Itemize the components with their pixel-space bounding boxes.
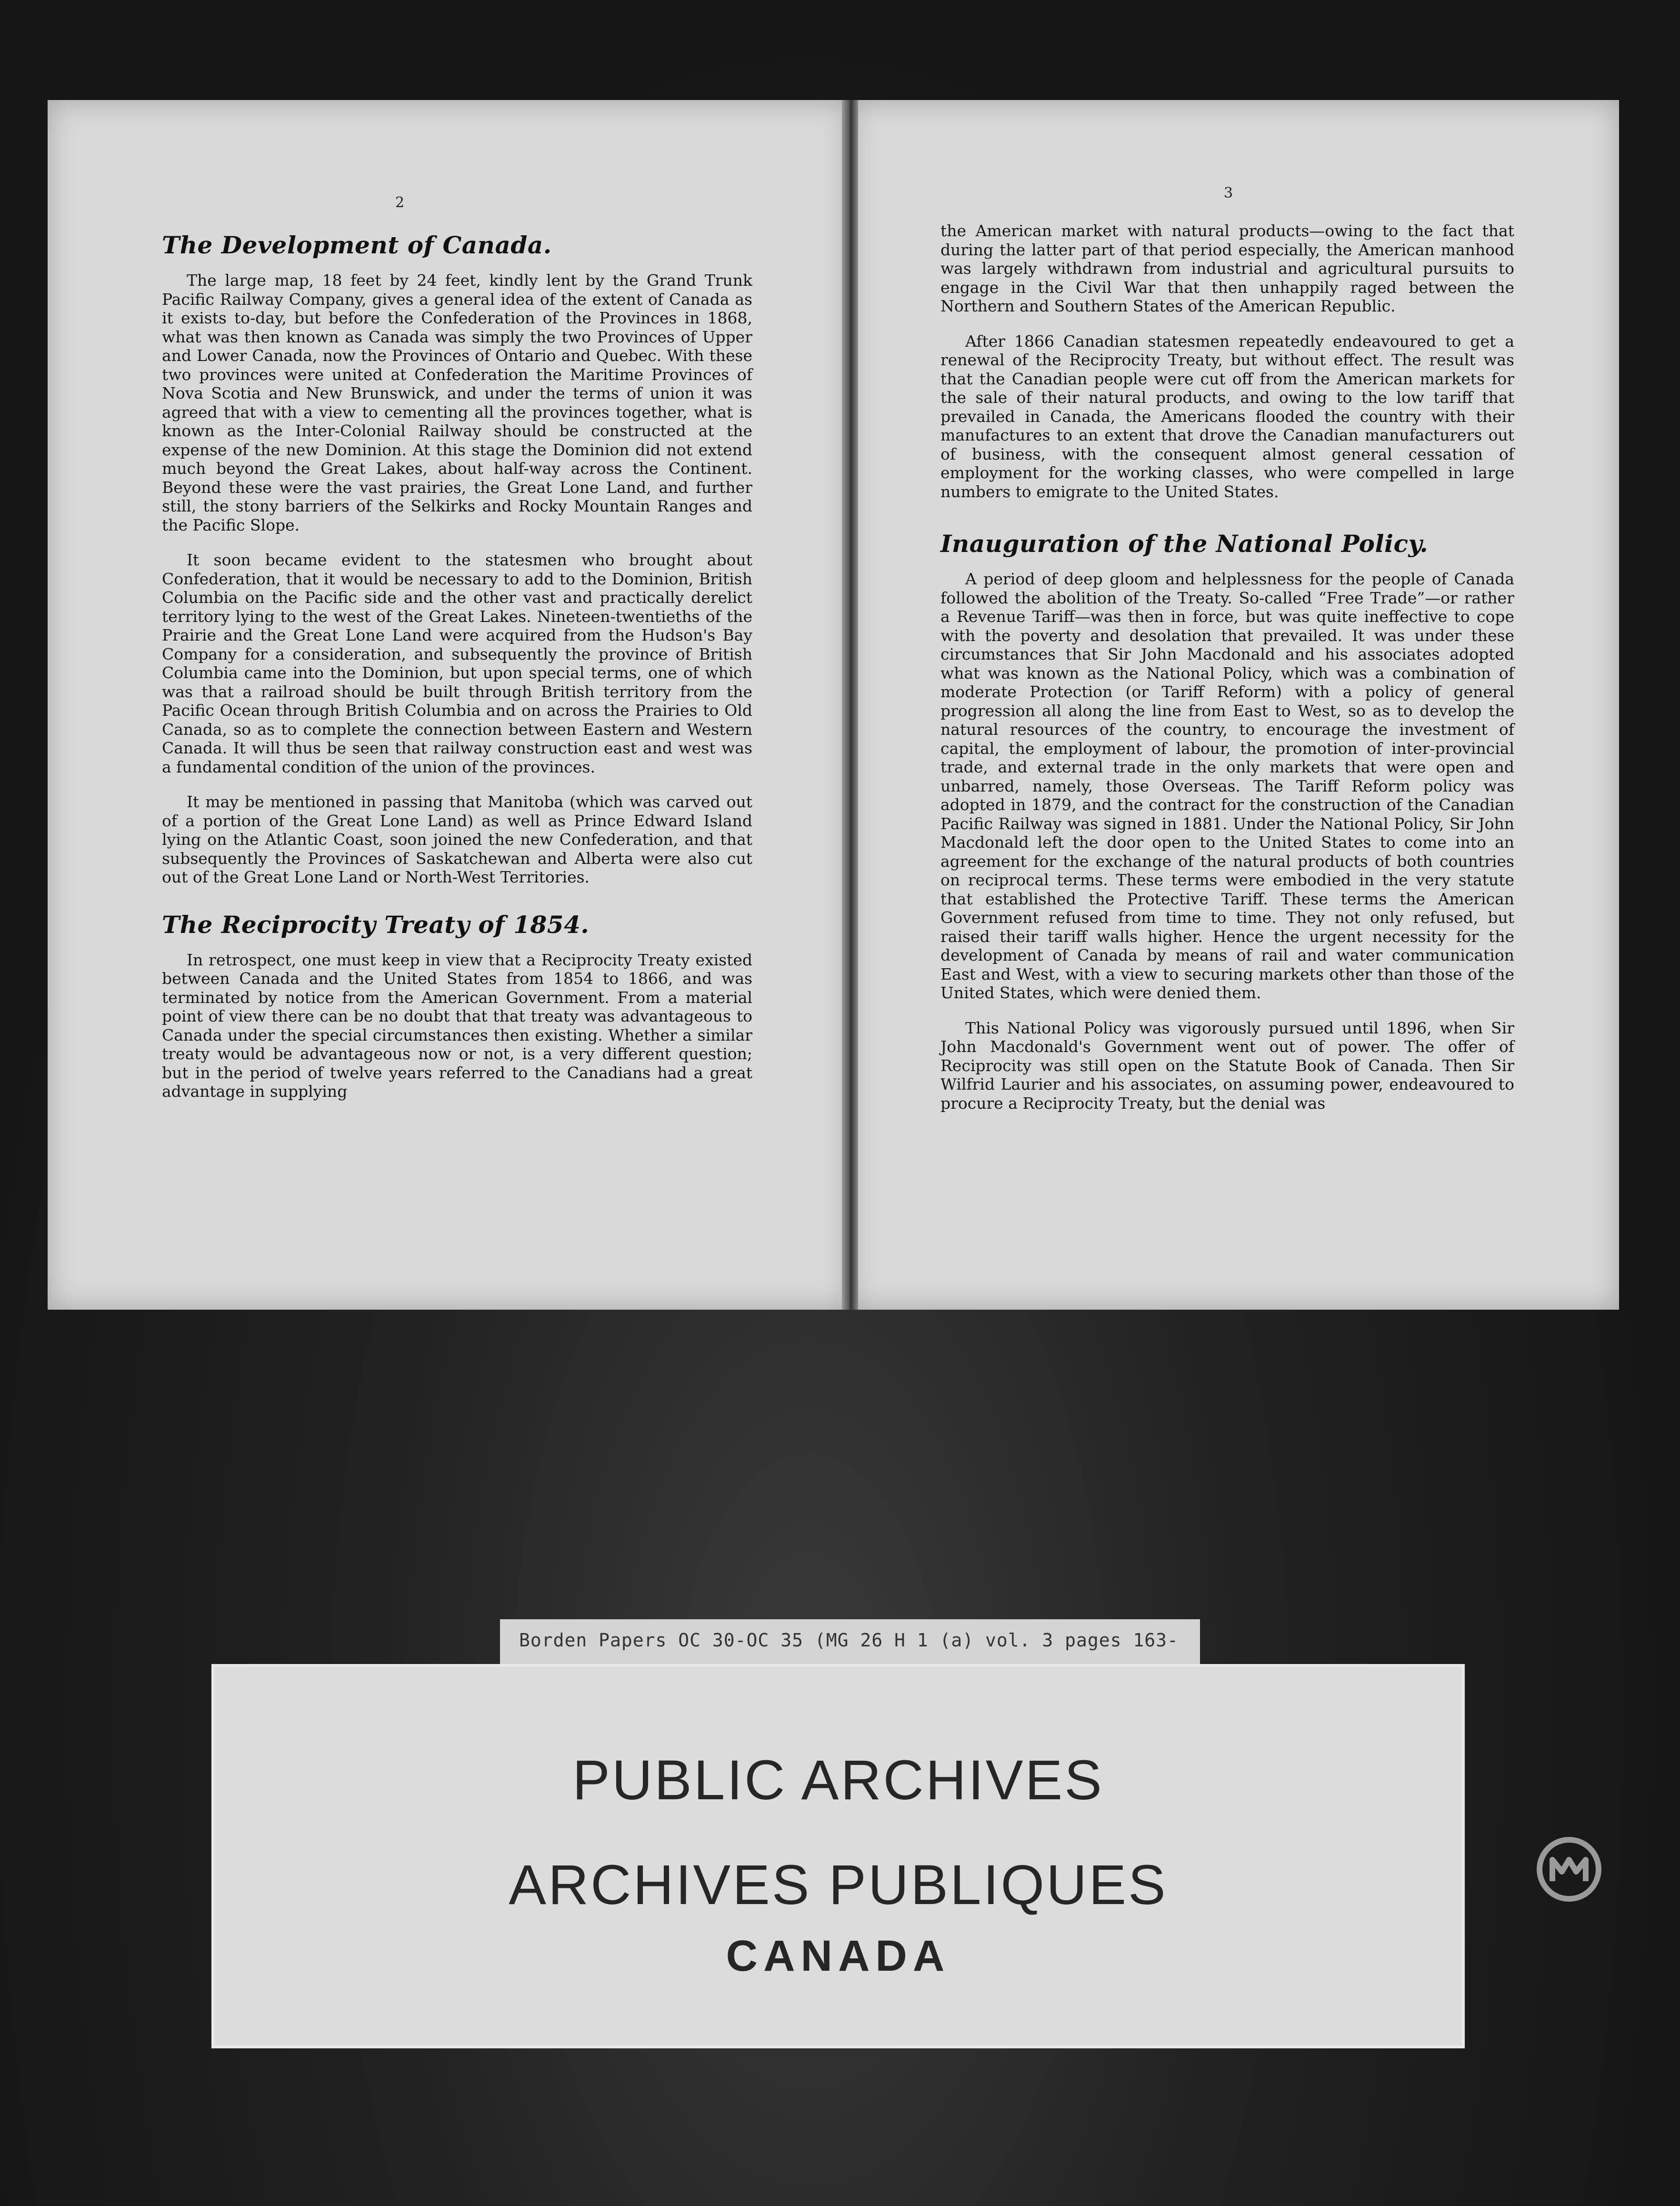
paragraph: This National Policy was vigorously pursued until 1896, when Sir John Macdonald's Government went out of power. The offer of Reciprocity was still open on the Statute Book of Canada. Then Sir Wilfrid Laurier and his associates, on assuming power, endeavoured to procure a Reciprocity Treaty, but the denial was	[940, 1018, 1514, 1113]
card-line-archives-publiques: ARCHIVES PUBLIQUES	[509, 1854, 1168, 1916]
paragraph: After 1866 Canadian statesmen repeatedly endeavoured to get a renewal of the Reciprocity Treaty, but without effect. The result was that the Canadian people were cut off from the American markets for the sale of their natural products, and owing to the low tariff that prevailed in Canada, the Americans flooded the country with their manufactures to an extent that drove the Canadian manufacturers out of business, with the consequent almost general cessation of employment for the working classes, who were compelled in large numbers to emigrate to the United States.	[940, 331, 1514, 501]
paragraph: In retrospect, one must keep in view that a Reciprocity Treaty existed between Canada and the United States from 1854 to 1866, and was terminated by notice from the American Government. From a material point of view there can be no doubt that that treaty was advantageous to Canada under the special circumstances then existing. Whether a similar treaty would be advantageous now or not, is a very different question; but in the period of twelve years referred to the Canadians had a great advantage in supplying	[162, 950, 752, 1101]
card-line-canada: CANADA	[726, 1932, 950, 1980]
book-gutter	[842, 100, 858, 1310]
heading-national-policy: Inauguration of the National Policy.	[940, 530, 1429, 558]
paragraph: the American market with natural products—owing to the fact that during the latter part of that period especially, the American manhood was largely withdrawn from industrial and agricultural pursuits to engage in the Civil War that then unhappily raged between the Northern and Southern States of the American Republic.	[940, 221, 1514, 315]
left-page-text	[162, 188, 752, 1117]
paragraph: The large map, 18 feet by 24 feet, kindly lent by the Grand Trunk Pacific Railway Company, gives a general idea of the extent of Canada as it exists to-day, but before the Confederation of the Provinces in 1868, what was then known as Canada was simply the two Provinces of Upper and Lower Canada, now the Provinces of Ontario and Quebec. With these two provinces were united at Confederation the Maritime Provinces of Nova Scotia and New Brunswick, and under the terms of union it was agreed that with a view to cementing all the provinces together, what is known as the Inter-Colonial Railway should be constructed at the expense of the new Dominion. At this stage the Dominion did not extend much beyond the Great Lakes, about half-way across the Continent. Beyond these were the vast prairies, the Great Lone Land, and further still, the stony barriers of the Selkirks and Rocky Mountain Ranges and the Pacific Slope.	[162, 271, 752, 534]
heading-development-of-canada: The Development of Canada.	[162, 231, 552, 259]
microfilm-logo-icon	[1533, 1834, 1605, 1905]
paragraph: It soon became evident to the statesmen who brought about Confederation, that it would be necessary to add to the Dominion, British Columbia on the Pacific side and the other vast and practically derelict territory lying to the west of the Great Lakes. Nineteen-twentieths of the Prairie and the Great Lone Land were acquired from the Hudson's Bay Company for a consideration, and subsequently the province of British Columbia came into the Dominion, but upon special terms, one of which was that a railroad should be built through British territory from the Pacific Ocean through British Columbia and on across the Prairies to Old Canada, so as to complete the connection between Eastern and Western Canada. It will thus be seen that railway construction east and west was a fundamental condition of the union of the provinces.	[162, 551, 752, 776]
left-page-number: 2	[395, 194, 405, 211]
archive-reference-label: Borden Papers OC 30-OC 35 (MG 26 H 1 (a) vol. 3 pages 163-	[500, 1619, 1200, 1672]
heading-reciprocity-treaty: The Reciprocity Treaty of 1854.	[162, 910, 590, 939]
paragraph: A period of deep gloom and helplessness for the people of Canada followed the abolition of the Treaty. So-called “Free Trade”—or rather a Revenue Tariff—was then in force, but was quite ineffective to cope with the poverty and desolation that prevailed. It was under these circumstances that Sir John Macdonald and his associates adopted what was known as the National Policy, which was a combination of moderate Protection (or Tariff Reform) with a policy of general progression all along the line from East to West, so as to develop the natural resources of the country, to encourage the investment of capital, the employment of labour, the promotion of inter-provincial trade, and external trade in the only markets that were open and unbarred, namely, those Overseas. The Tariff Reform policy was adopted in 1879, and the contract for the construction of the Canadian Pacific Railway was signed in 1881. Under the National Policy, Sir John Macdonald left the door open to the United States to come into an agreement for the exchange of the natural products of both countries on reciprocal terms. These terms were embodied in the very statute that established the Protective Tariff. These terms the American Government refused from time to time. They not only refused, but raised their tariff walls higher. Hence the urgent necessity for the development of Canada by means of rail and water communication East and West, with a view to securing markets other than those of the United States, which were denied them.	[940, 570, 1514, 1002]
right-page-number: 3	[1224, 185, 1233, 201]
archive-card	[214, 1667, 1462, 2046]
right-page-text	[940, 221, 1514, 1129]
paragraph: It may be mentioned in passing that Manitoba (which was carved out of a portion of the Great Lone Land) as well as Prince Edward Island lying on the Atlantic Coast, soon joined the new Confederation, and that subsequently the Provinces of Saskatchewan and Alberta were also cut out of the Great Lone Land or North-West Territories.	[162, 792, 752, 886]
card-line-public-archives: PUBLIC ARCHIVES	[572, 1749, 1104, 1812]
